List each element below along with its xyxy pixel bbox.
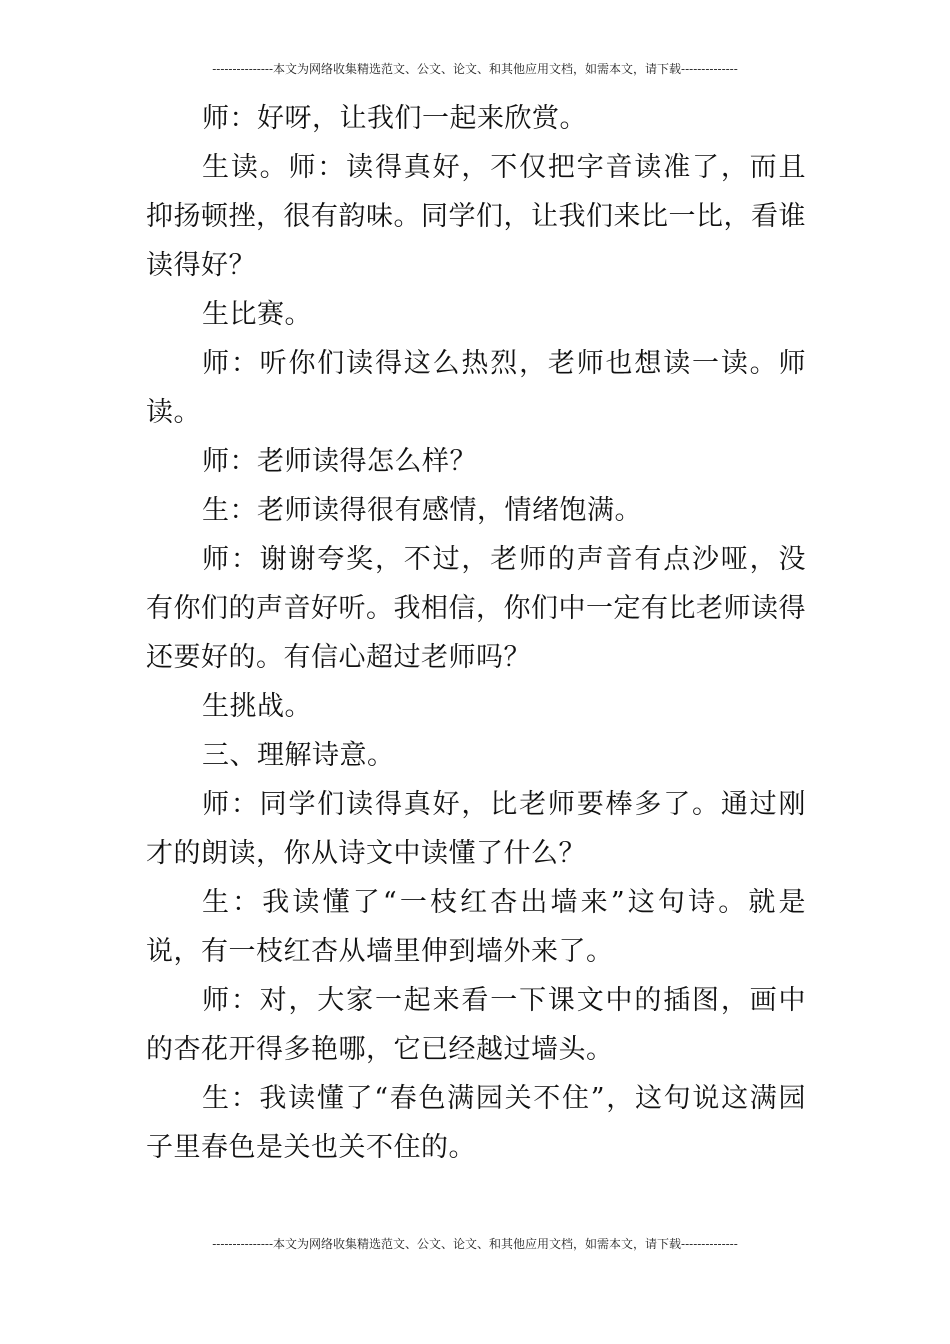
paragraph: 生读。师：读得真好，不仅把字音读准了，而且抑扬顿挫，很有韵味。同学们，让我们来比一比，看谁读得好？ bbox=[146, 152, 806, 281]
paragraph: 师：老师读得怎么样？ bbox=[202, 446, 477, 477]
paragraph: 师：谢谢夸奖，不过，老师的声音有点沙哑，没有你们的声音好听。我相信，你们中一定有比老师读得还要好的。有信心超过老师吗？ bbox=[146, 544, 806, 673]
paragraph: 师：听你们读得这么热烈，老师也想读一读。师读。 bbox=[146, 348, 806, 428]
paragraph: 生比赛。 bbox=[202, 299, 312, 330]
document-body bbox=[146, 94, 806, 1172]
paragraph: 生：我读懂了“春色满园关不住”，这句说这满园子里春色是关也关不住的。 bbox=[146, 1083, 806, 1163]
paragraph: 生：老师读得很有感情，情绪饱满。 bbox=[202, 495, 642, 526]
paragraph: 师：对，大家一起来看一下课文中的插图，画中的杏花开得多艳哪，它已经越过墙头。 bbox=[146, 985, 806, 1065]
paragraph: 师：好呀，让我们一起来欣赏。 bbox=[202, 103, 587, 134]
footer-banner: ---------------本文为网络收集精选范文、公文、论文、和其他应用文档，如需本文，请下载-------------- bbox=[212, 1237, 738, 1251]
paragraph: 生挑战。 bbox=[202, 691, 312, 722]
paragraph: 生：我读懂了“一枝红杏出墙来”这句诗。就是说，有一枝红杏从墙里伸到墙外来了。 bbox=[146, 887, 806, 967]
header-banner: ---------------本文为网络收集精选范文、公文、论文、和其他应用文档，如需本文，请下载-------------- bbox=[212, 62, 738, 76]
section-heading: 三、理解诗意。 bbox=[202, 740, 395, 771]
paragraph: 师：同学们读得真好，比老师要棒多了。通过刚才的朗读，你从诗文中读懂了什么？ bbox=[146, 789, 806, 869]
